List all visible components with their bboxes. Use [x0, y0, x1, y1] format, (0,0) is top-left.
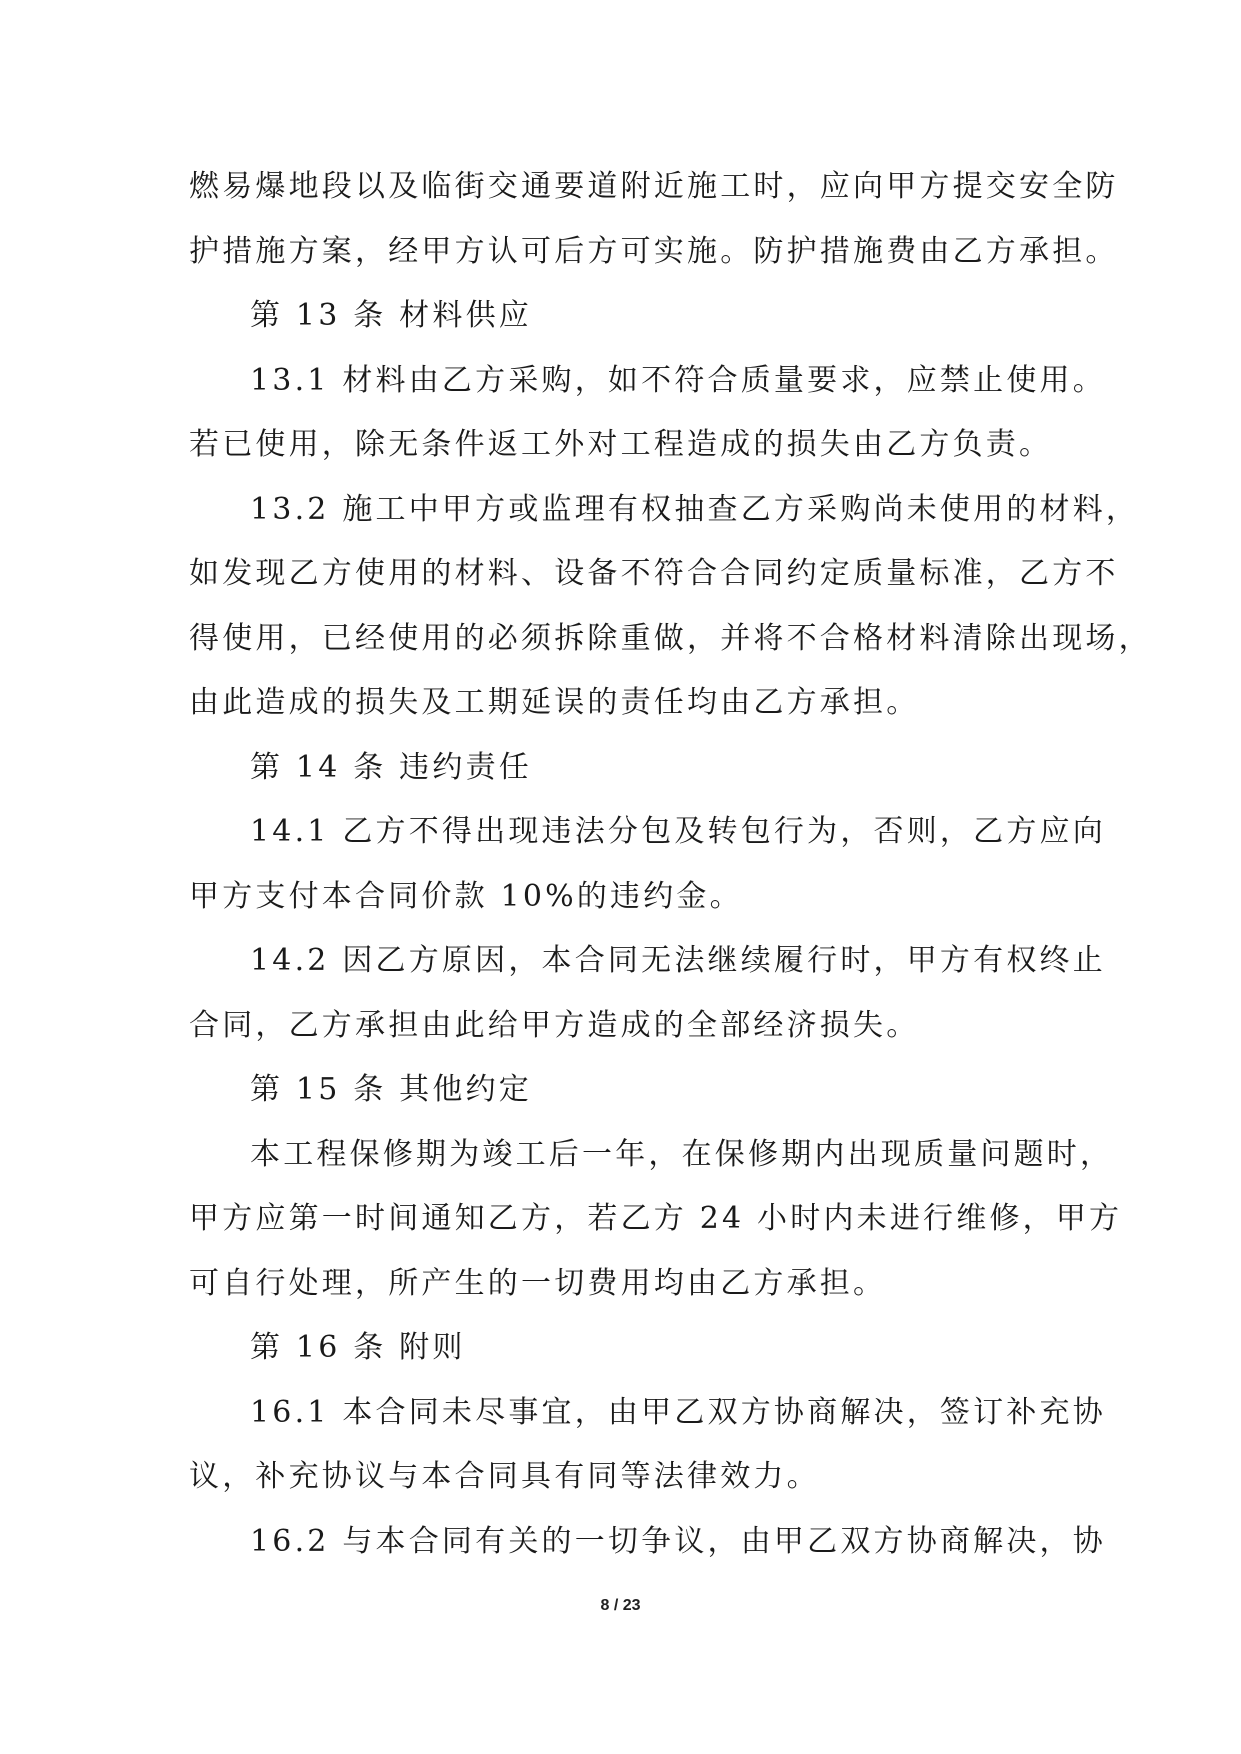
- text-line: 可自行处理，所产生的一切费用均由乙方承担。: [189, 1265, 887, 1301]
- text-line: 若已使用，除无条件返工外对工程造成的损失由乙方负责。: [189, 427, 1053, 462]
- text-line: 燃易爆地段以及临街交通要道附近施工时，应向甲方提交安全防: [189, 169, 1119, 204]
- text-line: 甲方支付本合同价款 10%的违约金。: [189, 878, 743, 914]
- text-line: 16.1 本合同未尽事宜，由甲乙双方协商解决，签订补充协: [250, 1394, 1106, 1430]
- text-line: 14.1 乙方不得出现违法分包及转包行为，否则，乙方应向: [250, 814, 1106, 849]
- text-line: 护措施方案，经甲方认可后方可实施。防护措施费由乙方承担。: [189, 233, 1119, 269]
- text-line: 得使用，已经使用的必须拆除重做，并将不合格材料清除出现场，: [189, 620, 1152, 656]
- text-line: 13.1 材料由乙方采购，如不符合质量要求，应禁止使用。: [250, 362, 1106, 398]
- section-heading: 第 14 条 违约责任: [250, 749, 532, 785]
- text-line: 议，补充协议与本合同具有同等法律效力。: [189, 1459, 820, 1494]
- text-line: 合同，乙方承担由此给甲方造成的全部经济损失。: [189, 1007, 920, 1043]
- page-number: 8 / 23: [600, 1597, 641, 1614]
- text-line: 如发现乙方使用的材料、设备不符合合同约定质量标准，乙方不: [189, 556, 1119, 591]
- text-line: 16.2 与本合同有关的一切争议，由甲乙双方协商解决，协: [250, 1523, 1106, 1559]
- section-heading: 第 13 条 材料供应: [250, 298, 532, 333]
- section-heading: 第 16 条 附则: [250, 1330, 466, 1365]
- text-line: 本工程保修期为竣工后一年，在保修期内出现质量问题时，: [250, 1136, 1114, 1172]
- text-line: 由此造成的损失及工期延误的责任均由乙方承担。: [189, 685, 920, 720]
- document-body: [189, 155, 1152, 1574]
- text-line: 13.2 施工中甲方或监理有权抽查乙方采购尚未使用的材料，: [250, 491, 1140, 527]
- section-heading: 第 15 条 其他约定: [250, 1072, 532, 1107]
- text-line: 14.2 因乙方原因，本合同无法继续履行时，甲方有权终止: [250, 943, 1106, 978]
- text-line: 甲方应第一时间通知乙方，若乙方 24 小时内未进行维修，甲方: [189, 1201, 1123, 1236]
